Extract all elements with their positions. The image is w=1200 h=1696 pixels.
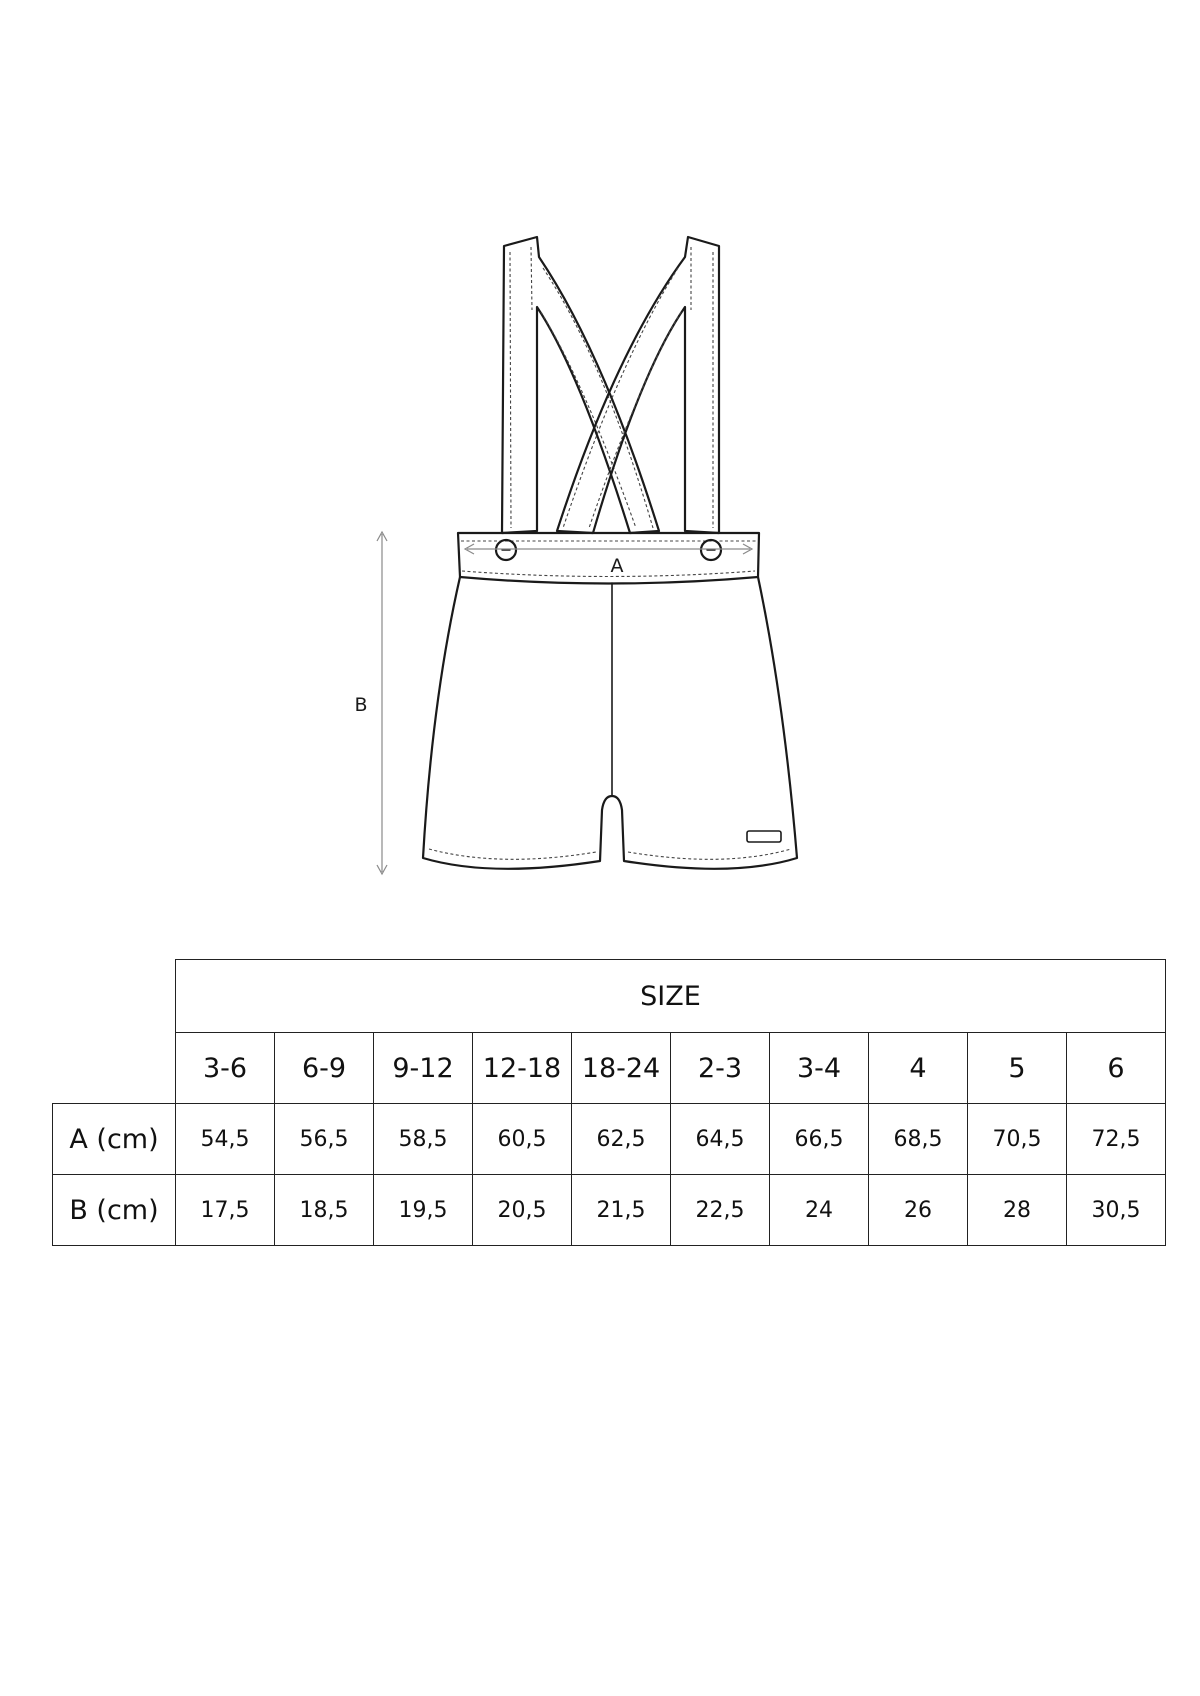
size-header: SIZE [176,960,1166,1033]
size-label: 3-6 [176,1033,275,1104]
dimension-b-label: B [354,694,368,716]
row-label-a: A (cm) [53,1104,176,1175]
button-left [496,540,516,560]
value-cell: 28 [968,1175,1067,1246]
size-label: 5 [968,1033,1067,1104]
corner-blank [53,1033,176,1104]
value-cell: 26 [869,1175,968,1246]
size-title-row [53,960,1166,1033]
value-cell: 22,5 [671,1175,770,1246]
value-cell: 70,5 [968,1104,1067,1175]
value-cell: 30,5 [1067,1175,1166,1246]
value-cell: 17,5 [176,1175,275,1246]
size-labels-row [53,1033,1166,1104]
value-cell: 20,5 [473,1175,572,1246]
value-cell: 72,5 [1067,1104,1166,1175]
dimension-a-label: A [610,555,624,577]
size-label: 18-24 [572,1033,671,1104]
value-cell: 68,5 [869,1104,968,1175]
table-row-a [53,1104,1166,1175]
table-row-b [53,1175,1166,1246]
value-cell: 56,5 [275,1104,374,1175]
value-cell: 19,5 [374,1175,473,1246]
shorts-body [423,577,797,869]
value-cell: 21,5 [572,1175,671,1246]
dimension-b [354,532,387,874]
button-right [701,540,721,560]
value-cell: 58,5 [374,1104,473,1175]
right-strap [557,237,719,533]
value-cell: 54,5 [176,1104,275,1175]
size-label: 2-3 [671,1033,770,1104]
value-cell: 64,5 [671,1104,770,1175]
size-label: 12-18 [473,1033,572,1104]
size-chart-table [52,959,1166,1246]
size-label: 9-12 [374,1033,473,1104]
value-cell: 66,5 [770,1104,869,1175]
size-label: 6-9 [275,1033,374,1104]
row-label-b: B (cm) [53,1175,176,1246]
size-label: 3-4 [770,1033,869,1104]
size-label: 6 [1067,1033,1166,1104]
size-label: 4 [869,1033,968,1104]
corner-blank [53,960,176,1033]
value-cell: 62,5 [572,1104,671,1175]
value-cell: 18,5 [275,1175,374,1246]
left-strap [502,237,659,533]
value-cell: 24 [770,1175,869,1246]
value-cell: 60,5 [473,1104,572,1175]
